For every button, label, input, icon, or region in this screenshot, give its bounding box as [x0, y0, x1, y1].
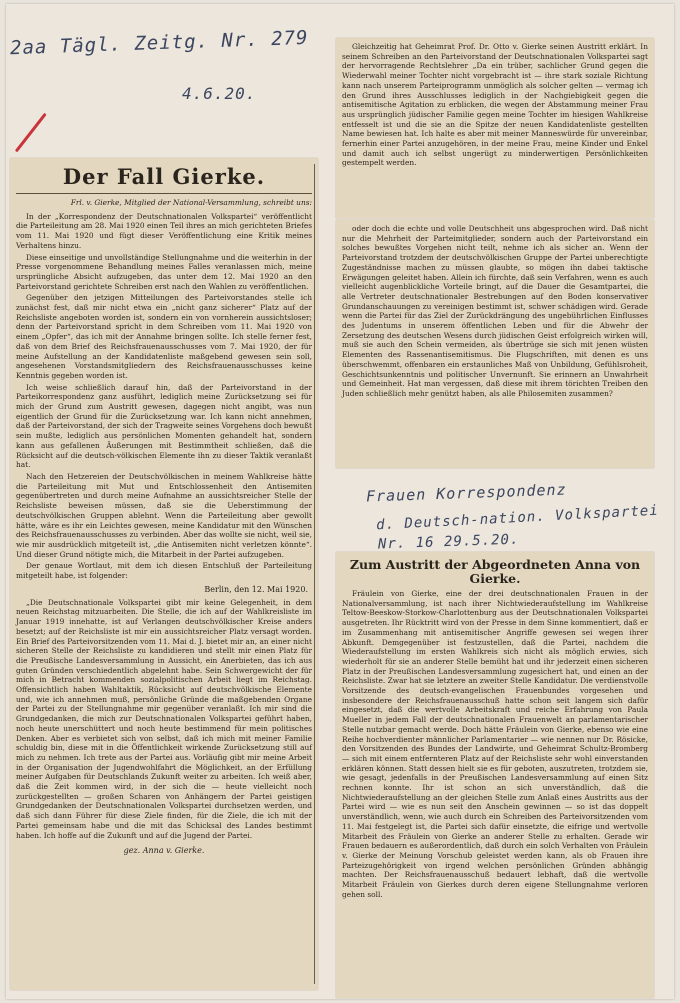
paragraph: In der „Korrespondenz der Deutschnationalen Volkspartei“ veröffentlicht die Parteileitung am 28. Mai 1920 einen Teil ihres an mich gerichteten Briefes vom 11. Mai 1920 und fügt dieser Veröffentlichung eine Kritik meines Verhaltens hinzu. — [16, 211, 312, 250]
handwritten-date: 4.6.20. — [182, 84, 257, 103]
column-rule — [314, 164, 315, 984]
article-lead: Frl. v. Gierke, Mitglied der National-Versammlung, schreibt uns: — [70, 198, 312, 207]
article-body — [342, 224, 648, 399]
paragraph: oder doch die echte und volle Deutschheit uns abgesprochen wird. Daß nicht nur die Mehrheit der Parteimitglieder, sondern auch der Parteivorstand ein solches bewußtes Vorgehen nicht teilt, nehme ich als sicher an. Wenn der Parteivorstand trotzdem der deutschvölkischen Gruppe der Partei unberechtigte Zugeständnisse machen zu müssen glaubte, so mögen ihn dabei taktische Erwägungen geleitet haben. Allein ich fürchte, daß sein Verfahren, wenn es auch vielleicht augenblickliche Vorteile bringt, auf die Dauer die Gesamtpartei, die alle Vertreter deutschnationaler Bestrebungen auf den Boden konservativer Grundanschauungen zu vereinigen bestimmt ist, schwer schädigen wird. Gerade wenn die Partei für das Ziel der Zurückdrängung des ungebührlichen Einflusses des Judentums in unserem öffentlichen Leben und für die Abwehr der Zersetzung des deutschen Wesens durch jüdischen Geist erfolgreich wirken will, muß sie auch den Schein vermeiden, als übertrüge sie sich mit jenen wüsten Elementen des Rassenantisemitismus. Die Flugschriften, mit denen es uns überschwemmt, offenbaren ein erstaunliches Maß von Unbildung, Gefühlsroheit, Geschichtsunkenntnis und politischer Unvernunft. Sie erinnern an Unwahrheit und Gemeinheit. Hat man vergessen, daß diese mit ihrem törichten Treiben den Juden schließlich mehr genützt haben, als alle Philosemiten zusammen? — [342, 224, 648, 398]
clipping-otto-gierke — [336, 38, 654, 218]
letter-body — [16, 598, 312, 841]
paragraph: Fräulein von Gierke, eine der drei deutschnationalen Frauen in der Nationalversammlung, ist nach ihrer Nichtwiederaufstellung im Wahlkreise Teltow-Beeskow-Storkow-Charlottenburg aus der Deutschnationalen Volkspartei ausgetreten. Ihr Rücktritt wird von der Presse in dem Sinne kommentiert, daß er im Zusammenhang mit antisemitischer Angriffe gewesen sei wegen ihrer Abkunft. Demgegenüber ist festzustellen, daß die Partei, nachdem die Wiederaufstellung im ersten Wahlkreis sich nicht als möglich erwies, sich wiederholt für sie an anderer Stelle bemüht hat und ihr jederzeit einen sicheren Platz in der Preußischen Landesversammlung zugesichert hat, und einen an der Reichsliste. Zwar hat sie letztere an zweiter Stelle Kandidatur. Die verdienstvolle Vorsitzende des deutsch-evangelischen Frauenbundes vorgesehen und insbesondere der Reichsfrauenausschuß hatte schon seit langem sich dafür eingesetzt, daß die wertvolle Arbeitskraft und reiche Erfahrung von Paula Mueller in jedem Fall der deutschnationalen Frauenwelt an parlamentarischer Stelle nutzbar gemacht werde. Doch hätte Fräulein von Gierke, ebenso wie eine Reihe hochverdienter männlicher Parlamentarier — wie nennen nur Dr. Rösicke, den Vorsitzenden des Bundes der Landwirte, und Geheimrat Schultz-Bromberg — sich mit einem entfernteren Platz auf der Reichsliste sehr wohl einverstanden erklären können. Statt dessen hielt sie es für geboten, auszutreten, trotzdem sie, wie gesagt, jedenfalls in der Preußischen Landesversammlung auf einen Sitz rechnen konnte. Ihr ist schon an sich unverständlich, daß die Nichtwiederaufstellung an der gleichen Stelle zum Anlaß eines Austritts aus der Partei wird — wie es nun seit den Anschein gewinnen — so ist das doppelt unverständlich, wenn, wie auch durch ein Schreiben des Parteivorsitzenden vom 11. Mai festgelegt ist, die Partei sich dafür einsetzte, die eifrige und wertvolle Mitarbeit des Fräulein von Gierke an anderer Stelle zu erhalten. Gerade wir Frauen bedauern es außerordentlich, daß durch ein solch Verhalten von Fräulein v. Gierke der Meinung Vorschub geleistet werden kann, als ob Frauen ihre Parteizugehörigkeit von irgend welchen persönlichen Gründen abhängig machten. Der Reichsfrauenausschuß bedauert lebhaft, daß die wertvolle Mitarbeit Fräulein von Gierkes durch deren eigene Stellungnahme verloren gehen soll. — [342, 589, 648, 899]
article-body — [16, 212, 312, 581]
letter-signature: gez. Anna v. Gierke. — [123, 846, 205, 856]
paragraph: Nach den Hetzereien der Deutschvölkischen in meinem Wahlkreise hätte die Parteileitung mit Mut und Entschlossenheit den Antisemiten gegenübertreten und durch meine Aufnahme an aussichtsreicher Stelle der Reichsliste beweisen müssen, daß sie die Ueberstimmung der deutschvölkischen Gruppen ablehnt. Wenn die Parteileitung aber gewollt hätte, wäre es ihr ein Leichtes gewesen, meine Kandidatur mit den Wünschen des Reichsfrauenausschusses zu verbinden. Aber das wollte sie nicht, weil sie, wie mir ausdrücklich mitgeteilt ist, „die Antisemiten nicht verletzen könnte“. Und dieser Grund nötigte mich, die Mitarbeit in der Partei aufzugeben. — [16, 471, 312, 559]
clipping-zum-austritt — [336, 552, 654, 998]
article-body — [342, 589, 648, 900]
paragraph: Ich weise schließlich darauf hin, daß der Parteivorstand in der Parteikorrespondenz ganz ausführt, lediglich meine Zurücksetzung sei für mich der Grund zum Austritt gewesen, dagegen nicht angibt, was nun eigentlich der Grund für die Zurücksetzung war. Ich kann nicht annehmen, daß der Parteivorstand, der sich der Tragweite seines Vorgehens doch bewußt sein mußte, lediglich aus persönlichen Momenten gehandelt hat, sondern kann aus gefallenen Äußerungen mit Bestimmtheit schließen, daß die Rücksicht auf die deutsch-völkischen Elemente ihn zu dieser Taktik veranlaßt hat. — [16, 382, 312, 470]
article-title: Der Fall Gierke. — [62, 164, 266, 189]
paragraph: Gegenüber den jetzigen Mitteilungen des Parteivorstandes stelle ich zunächst fest, daß mir nicht etwa ein „nicht ganz sicherer“ Platz auf der Reichsliste angeboten worden ist, sondern ein von vornherein aussichtsloser; denn der Parteivorstand spricht in dem Schreiben vom 11. Mai 1920 von einem „Opfer“, das ich mit der Annahme bringen sollte. Ich stelle ferner fest, daß von dem Brief des Reichsfrauenausschusses vom 7. Mai 1920, der für meine Aufstellung an der Kandidatenliste maßgebend gewesen sein soll, angesehenen Vorstandsmitgliedern des Reichsfrauenausschusses keine Kenntnis gegeben worden ist. — [16, 293, 312, 380]
article-body — [342, 42, 648, 168]
paragraph: Gleichzeitig hat Geheimrat Prof. Dr. Otto v. Gierke seinen Austritt erklärt. In seinem Schreiben an den Parteivorstand der Deutschnationalen Volkspartei sagt der hervorragende Rechtslehrer „Da ein trüber, sachlicher Grund gegen die Wiederwahl meiner Tochter nicht vorgebracht ist — ihre stark soziale Richtung kann nach unserem Parteiprogramm unmöglich als solcher gelten — vermag ich den Grund ihres Ausschlusses lediglich in der Nachgiebigkeit gegen die antisemitische Agitation zu erblicken, die wegen der Abstammung meiner Frau aus ursprünglich jüdischer Familie gegen meine Tochter im hiesigen Wahlkreise entfesselt ist und die sie an die Spitze der neuen Kandidatenliste gestellten Name bewiesen hat. Ich halte es aber mit meiner Manneswürde für unvereinbar, fernerhin einer Partei anzugehören, in der meine Frau, meine Kinder und Enkel und damit auch ich selbst ungerügt zu minderwertigen Persönlichkeiten gestempelt werden. — [342, 42, 648, 168]
clipping-der-fall-gierke — [10, 158, 318, 990]
title-rule — [16, 193, 312, 194]
paragraph: „Die Deutschnationale Volkspartei gibt mir keine Gelegenheit, in dem neuen Reichstag mitzuarbeiten. Die Stelle, die ich auf der Wahlkreisliste im Januar 1919 innehatte, ist auf Verlangen deutschvölkischer Kreise anders besetzt; auf der Reichsliste ist mir ein aussichtsreicher Platz versagt worden. Ein Brief des Parteivorsitzenden vom 11. Mai d. J. bietet mir an, an einer nicht sicheren Stelle der Reichsliste zu kandidieren und stellt mir einen Platz für die Preußische Landesversammlung in Aussicht, ein Anerbieten, das ich aus guten Gründen verschiedentlich abgelehnt habe. Sein Schwergewicht der für mich in Betracht kommenden sozialpolitischen Arbeit liegt im Reichstag. Offensichtlich haben Wahltaktik, Rücksicht auf deutschvölkische Elemente und, wie ich annehmen muß, persönliche Gründe die maßgebenden Organe der Partei zu der Stellungnahme mir gegenüber veranlaßt. Ich mir sind die Grundgedanken, die mich zur Deutschnationalen Volkspartei geführt haben, noch heute unerschüttert und noch heute bestimmend für mein politisches Denken. Aber es verbietet sich von selbst, daß ich mich mit meiner Familie schuldig bin, diese mit in die Öffentlichkeit wirkende Zurücksetzung still auf mich zu nehmen. Ich trete aus der Partei aus. Vorläufig gibt mir meine Arbeit in der Organisation der Jugendwohlfahrt die Möglichkeit, an der Erfüllung meiner Aufgaben für Deutschlands Zukunft weiter zu arbeiten. Ich weiß aber, daß die Zeit kommen wird, in der sich die — heute vielleicht noch zurückgestellten — großen Scharen von Anhängern der Partei geistigen Grundgedanken der Deutschnationalen Volkspartei durchsetzen werden, und daß sich dann Führer für diese Ziele finden, für die Ziele, die ich mit der Partei gemeinsam habe und die mit das Schicksal des Landes bestimmt haben. Ich hoffe auf die Zukunft und auf die Jugend der Partei. — [16, 597, 312, 840]
clipping-continuation — [336, 220, 654, 468]
letter-dateline: Berlin, den 12. Mai 1920. — [204, 584, 308, 594]
handwritten-reference: 2aa Tägl. Zeitg. Nr. 279 — [9, 26, 309, 60]
handwritten-issue: Nr. 16 29.5.20. — [377, 531, 520, 553]
paragraph: Der genaue Wortlaut, mit dem ich diesen Entschluß der Parteileitung mitgeteilt habe, ist folgender: — [16, 561, 312, 581]
paragraph: Diese einseitige und unvollständige Stellungnahme und die weiterhin in der Presse vorgenommene Behandlung meines Falles veranlassen mich, meine ursprüngliche Absicht aufzugeben, das unter dem 12. Mai 1920 an den Parteivorstand gerichtete Schreiben erst nach den Wahlen zu veröffentlichen. — [16, 252, 312, 291]
article-title: Zum Austritt der Abgeordneten Anna von Gierke. — [349, 557, 641, 586]
handwritten-paper-sub: d. Deutsch-nation. Volkspartei — [375, 502, 660, 534]
handwritten-paper-name: Frauen Korrespondenz — [365, 480, 567, 506]
